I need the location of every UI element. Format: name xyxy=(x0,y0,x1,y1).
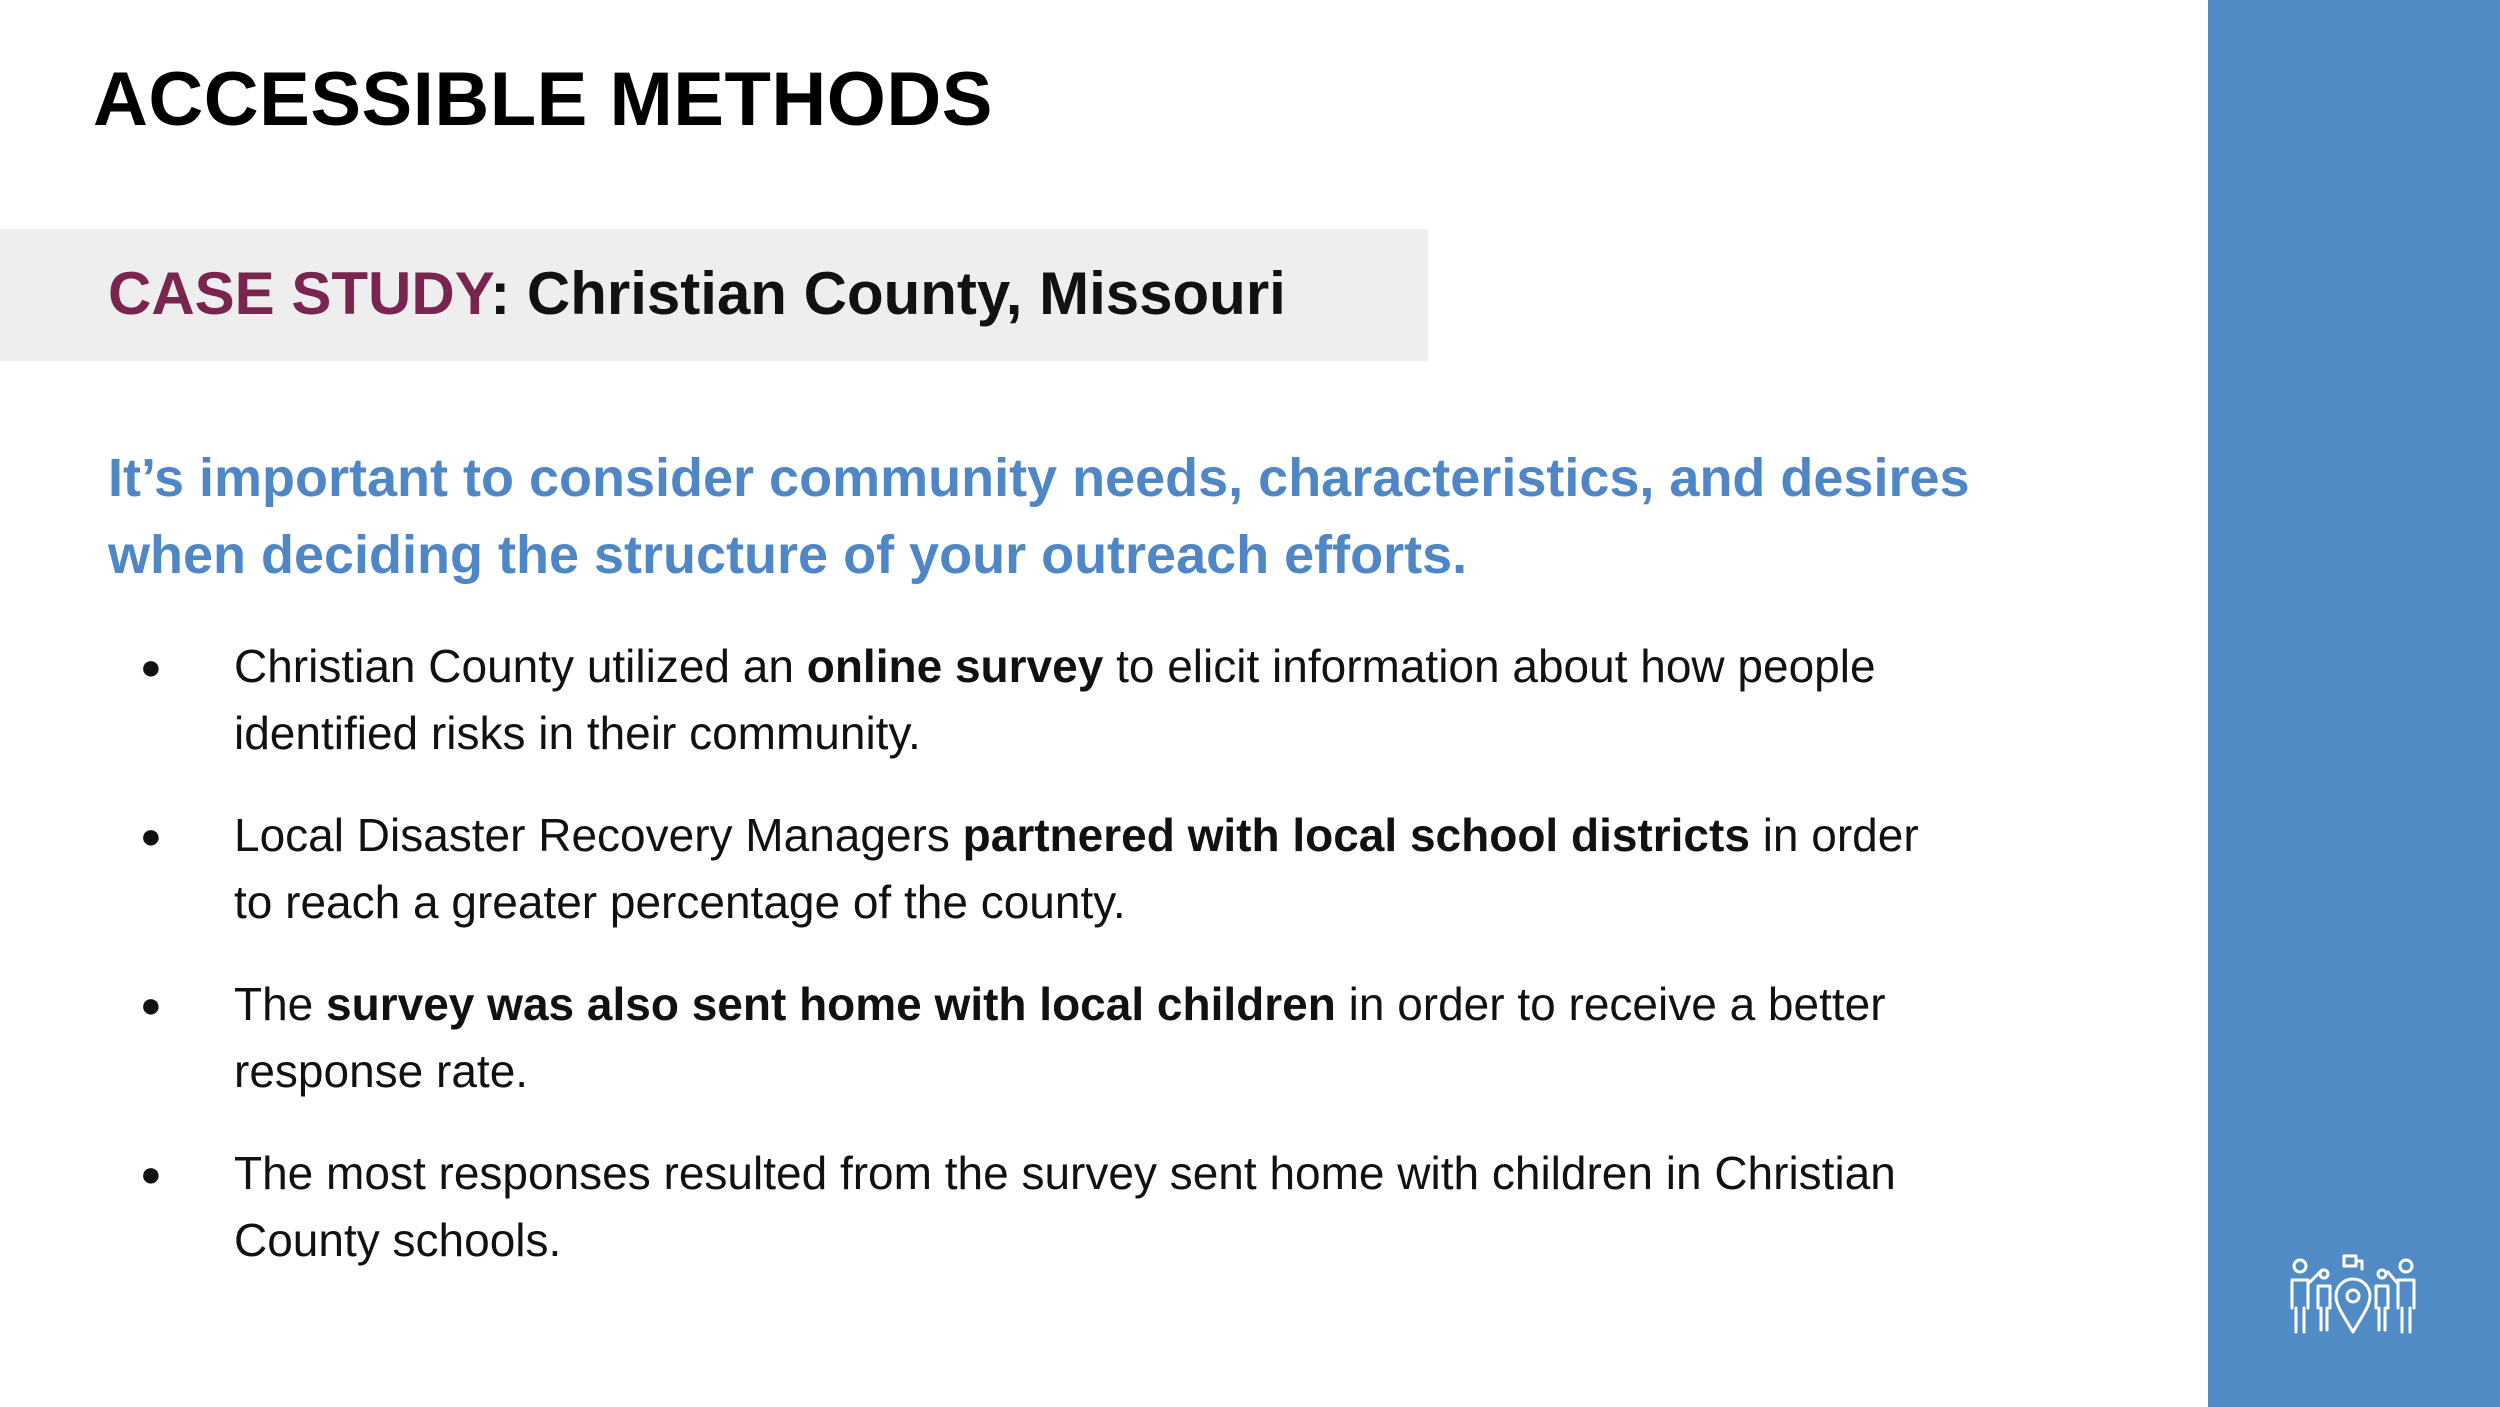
bullet-text-end: in order to reach a greater percentage of the county. xyxy=(234,809,1919,928)
community-people-location-icon xyxy=(2286,1252,2420,1336)
case-study-place: Christian County, Missouri xyxy=(510,260,1286,327)
bullet-text-end: to elicit information about how people identified risks in their community. xyxy=(234,640,1876,759)
bullet-dot: ● xyxy=(140,646,162,687)
bullet-list xyxy=(0,633,2000,1309)
bullet-text: The most responses resulted from the survey sent home with children in Christian County schools. xyxy=(234,1147,1896,1266)
side-panel xyxy=(2208,0,2500,1407)
bullet-dot: ● xyxy=(140,1153,162,1194)
bullet-text-end: in order to receive a better response rate. xyxy=(234,978,1886,1097)
bullet-emphasis: online survey xyxy=(806,640,1104,692)
bullet-item xyxy=(0,802,1964,936)
case-study-separator: : xyxy=(490,260,511,327)
bullet-item xyxy=(0,633,1964,767)
case-study-heading xyxy=(108,258,1286,330)
bullet-dot: ● xyxy=(140,984,162,1025)
bullet-item xyxy=(0,971,1964,1105)
bullet-item xyxy=(0,1140,1964,1274)
case-study-label: CASE STUDY xyxy=(108,260,491,327)
bullet-dot: ● xyxy=(140,815,162,856)
intro-statement: It’s important to consider community needs, characteristics, and desires when deciding the structure of your outreach efforts. xyxy=(108,448,1970,585)
slide-title: ACCESSIBLE METHODS xyxy=(93,57,993,142)
bullet-emphasis: survey was also sent home with local children xyxy=(326,978,1336,1030)
bullet-emphasis: partnered with local school districts xyxy=(962,809,1750,861)
bullet-text: Local Disaster Recovery Managers xyxy=(234,809,963,861)
bullet-text: Christian County utilized an xyxy=(234,640,807,692)
bullet-text: The xyxy=(234,978,327,1030)
